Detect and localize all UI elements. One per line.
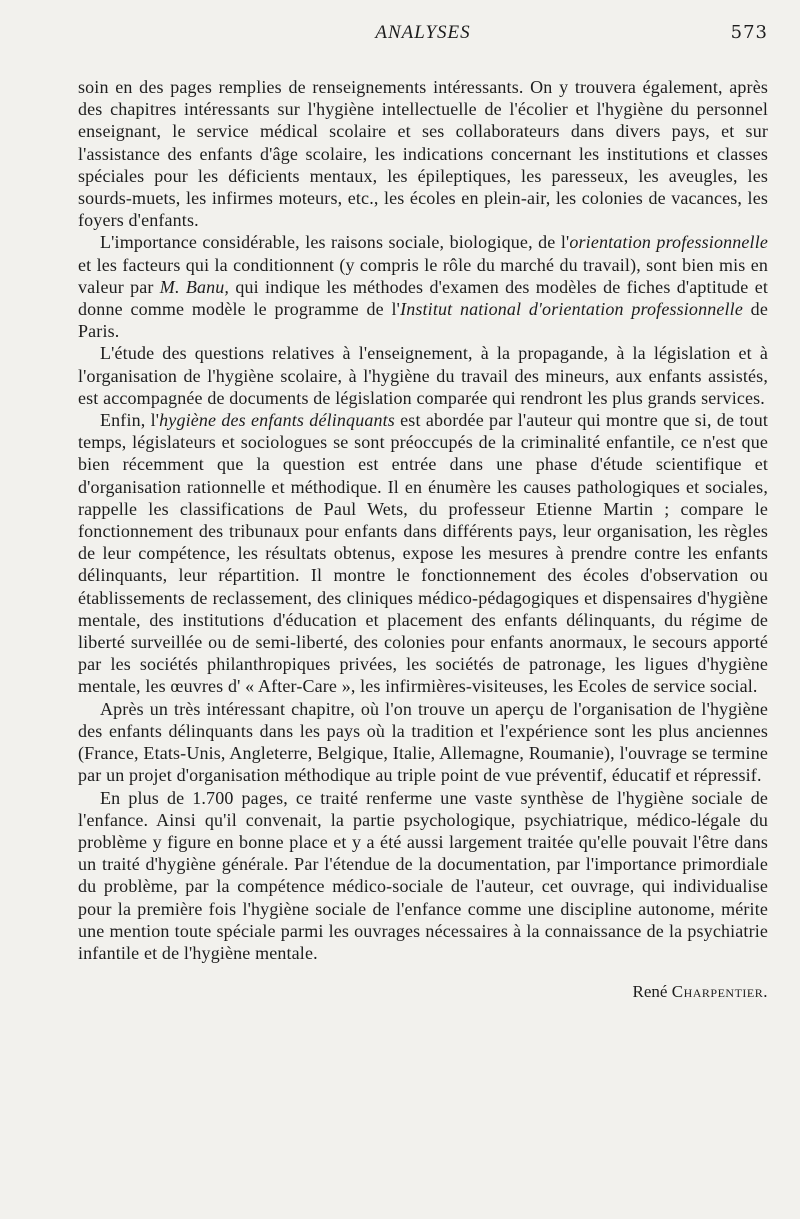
paragraph-2-text-c: et les facteurs qui la conditionnent (y compris le rôle du marché du travail), sont bien mis en valeur par (78, 254, 768, 297)
paragraph-5: Après un très intéressant chapitre, où l'on trouve un aperçu de l'organisation de l'hygiène des enfants délinquants dans les pays où la tradition et l'expérience sont les plus anciennes (France, Etats-Unis, Angleterre, Belgique, Italie, Allemagne, Roumanie), l'ouvrage se termine par un projet d'organisation méthodique au triple point de vue préventif, éducatif et répressif. (78, 698, 768, 786)
signature-first-name: René (632, 982, 668, 1002)
term-hygiene-enfants-delinquants: hygiène des enfants délinquants (159, 410, 395, 431)
page-number: 573 (730, 22, 768, 43)
signature (78, 982, 768, 1002)
paragraph-4 (78, 409, 768, 698)
paragraph-3: L'étude des questions relatives à l'enseignement, à la propagande, à la législation et à l'organisation de l'hygiène scolaire, à l'hygiène du travail des mineurs, aux enfants assistés, est accompagnée de documents de législation comparée qui rendront les plus grands services. (78, 343, 768, 408)
paragraph-2-text-a: L'importance considérable, les raisons sociale, biologique, de l' (100, 232, 570, 253)
author-banu: M. Banu, (159, 276, 230, 297)
paragraph-6: En plus de 1.700 pages, ce traité renferme une vaste synthèse de l'hygiène sociale de l'enfance. Ainsi qu'il convenait, la partie psychologique, psychiatrique, médico-légale du problème y figure en bonne place et y a été aussi largement traitée qu'elle pouvait l'être dans un traité d'hygiène générale. Par l'étendue de la documentation, par l'importance primordiale du problème, par la compétence médico-sociale de l'auteur, cet ouvrage, qui individualise pour la première fois l'hygiène sociale de l'enfance comme une discipline autonome, mérite une mention toute spéciale parmi les ouvrages nécessaires à la connaissance de la psychiatrie infantile et de l'hygiène mentale. (78, 787, 768, 963)
paragraph-1: soin en des pages remplies de renseignements intéressants. On y trouvera également, après des chapitres intéressants sur l'hygiène intellectuelle de l'écolier et l'hygiène du personnel enseignant, le service médical scolaire et ses collaborateurs dans divers pays, et sur l'assistance des enfants d'âge scolaire, les indications concernant les institutions et classes spéciales pour les déficients mentaux, les épileptiques, les paresseux, les aveugles, les sourds-muets, les infirmes moteurs, etc., les écoles en plein-air, les colonies de vacances, les foyers d'enfants. (78, 77, 768, 231)
term-orientation-professionnelle: orientation professionnelle (569, 232, 768, 253)
page-header (78, 22, 768, 62)
paragraph-4-text-c: est abordée par l'auteur qui montre que si, de tout temps, législateurs et sociologues se sont préoccupés de la criminalité enfantile, ce n'est que bien récemment que la question est entrée dans une phase d'étude scientifique et d'organisation rationnelle et méthodique. Il en énumère les causes pathologiques et sociales, rappelle les classifications de Paul Wets, du professeur Etienne Martin ; compare le fonctionnement des tribunaux pour enfants dans différents pays, leur organisation, les règles de leur compétence, les résultats obtenus, expose les mesures à prendre contre les enfants délinquants, leur répartition. Il montre le fonctionnement des écoles d'observation ou établissements de reclassement, des cliniques médico-pédagogiques et dispensaires d'hygiène mentale, des institutions d'éducation et placement des enfants délinquants, du régime de liberté surveillée ou de semi-liberté, des colonies pour enfants anormaux, le secours apporté par les sociétés philanthropiques privées, les sociétés de patronage, les ligues d'hygiène mentale, les œuvres d' « After-Care », les infirmières-visiteuses, les Ecoles de service social. (78, 410, 768, 697)
paragraph-2-text-e: qui indique les méthodes d'examen des modèles de fiches d'aptitude et donne comme modèle le programme de l' (78, 276, 768, 320)
paragraph-2 (78, 231, 768, 342)
paragraph-2-text-g: de Paris. (78, 299, 768, 342)
page (78, 0, 768, 1002)
signature-last-name: Charpentier. (671, 982, 768, 1002)
institut-name: Institut national d'orientation professionnelle (400, 299, 743, 320)
running-title: ANALYSES (375, 22, 471, 43)
paragraph-4-text-a: Enfin, l' (100, 410, 160, 431)
article-body (78, 76, 768, 1002)
